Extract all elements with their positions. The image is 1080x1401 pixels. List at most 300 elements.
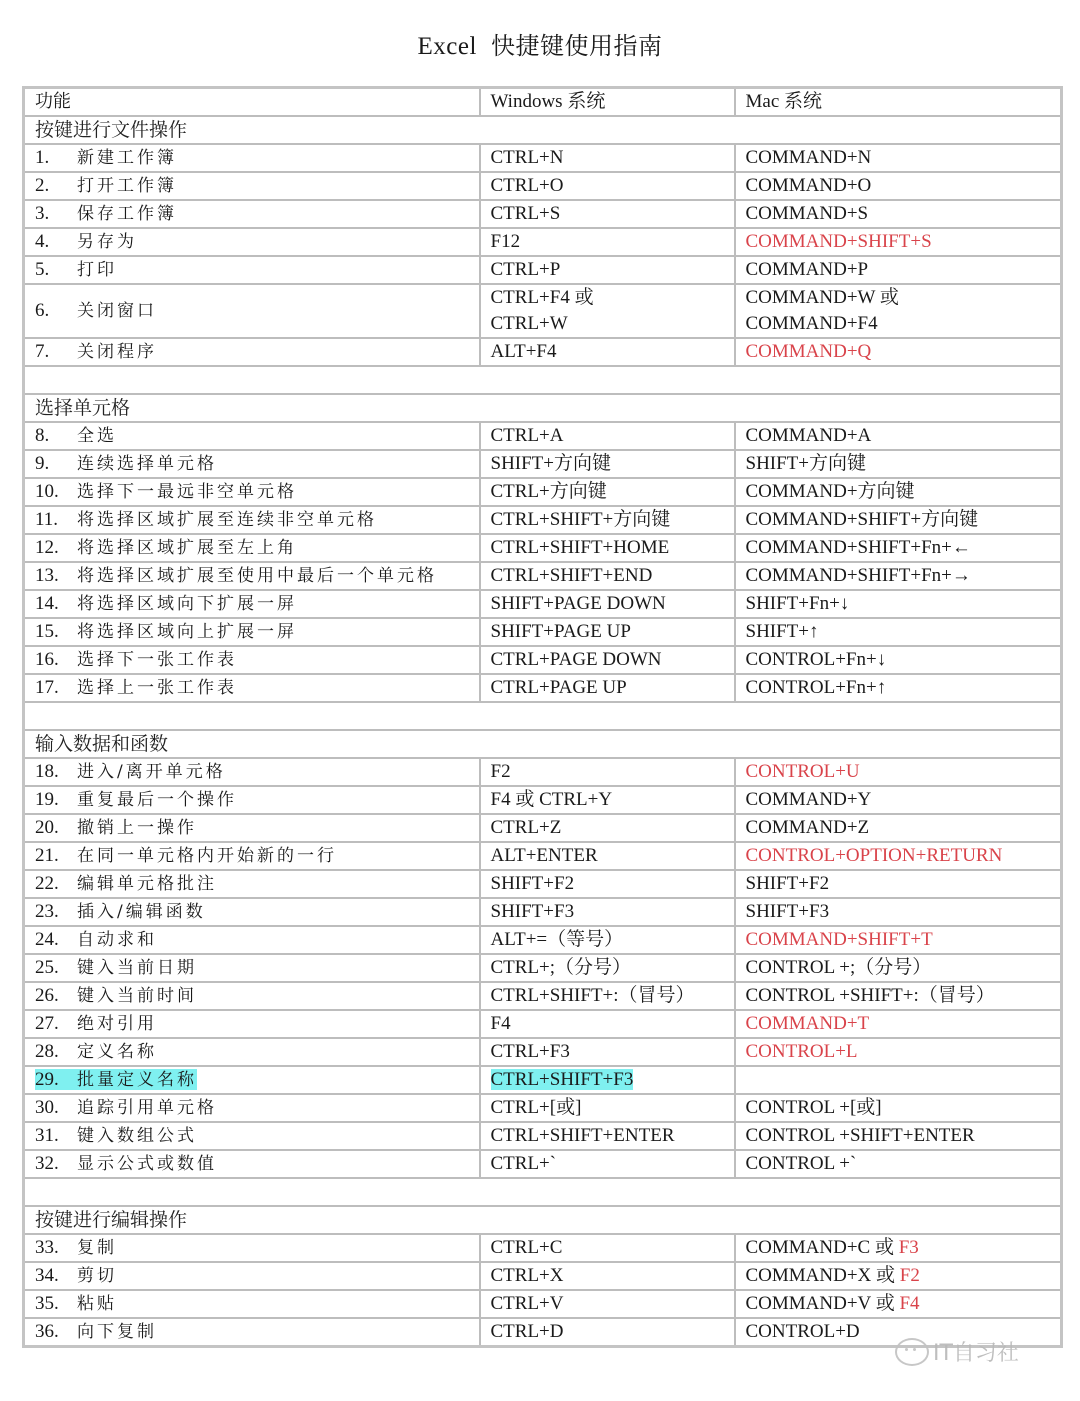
section-title: 按键进行文件操作	[24, 116, 1062, 144]
title-cn: 快捷键使用指南	[490, 32, 663, 60]
function-name: 将选择区域向下扩展一屏	[77, 594, 297, 614]
mac-shortcut: SHIFT+方向键	[745, 453, 867, 474]
table-row	[24, 1066, 1062, 1094]
section-title: 输入数据和函数	[24, 730, 1062, 758]
mac-shortcut: COMMAND+T	[745, 1013, 870, 1034]
function-name: 向下复制	[77, 1322, 157, 1342]
table-row	[24, 674, 1062, 702]
windows-cell	[480, 926, 735, 954]
windows-cell	[480, 1066, 735, 1094]
windows-shortcut: CTRL+SHIFT+HOME	[490, 537, 670, 558]
spacer-cell	[24, 1178, 1062, 1206]
mac-shortcut: SHIFT+↑	[745, 621, 819, 642]
function-label	[35, 873, 217, 894]
table-row	[24, 478, 1062, 506]
windows-cell	[480, 842, 735, 870]
mac-shortcut: CONTROL +SHIFT+:（冒号）	[745, 985, 995, 1006]
row-number: 15.	[35, 621, 59, 642]
windows-cell	[480, 1038, 735, 1066]
windows-shortcut: F4 或 CTRL+Y	[490, 789, 613, 810]
function-label	[35, 1097, 217, 1118]
row-number: 10.	[35, 481, 59, 502]
table-row	[24, 1094, 1062, 1122]
windows-cell	[480, 1262, 735, 1290]
mac-shortcut: CONTROL +`	[745, 1153, 857, 1174]
windows-shortcut: CTRL+SHIFT+:（冒号）	[490, 985, 695, 1006]
function-name: 关闭程序	[77, 342, 157, 362]
mac-cell	[735, 674, 1062, 702]
function-name: 绝对引用	[77, 1014, 157, 1034]
row-number: 4.	[35, 231, 50, 252]
windows-shortcut: CTRL+S	[490, 203, 561, 224]
windows-cell	[480, 590, 735, 618]
mac-shortcut: CONTROL +SHIFT+ENTER	[745, 1125, 975, 1146]
table-row	[24, 534, 1062, 562]
row-number: 20.	[35, 817, 59, 838]
table-row	[24, 982, 1062, 1010]
mac-shortcut: CONTROL+U	[745, 761, 860, 782]
windows-cell	[480, 1010, 735, 1038]
function-name: 连续选择单元格	[77, 454, 217, 474]
mac-cell	[735, 422, 1062, 450]
mac-cell	[735, 814, 1062, 842]
row-number: 7.	[35, 341, 50, 362]
windows-shortcut: SHIFT+PAGE UP	[490, 621, 631, 642]
row-number: 22.	[35, 873, 59, 894]
windows-shortcut-alt: CTRL+W	[490, 313, 568, 334]
table-row	[24, 814, 1062, 842]
function-name: 追踪引用单元格	[77, 1098, 217, 1118]
windows-cell	[480, 646, 735, 674]
windows-cell	[480, 1122, 735, 1150]
mac-cell	[735, 786, 1062, 814]
row-number: 21.	[35, 845, 59, 866]
function-cell	[24, 1094, 480, 1122]
windows-shortcut: CTRL+C	[490, 1237, 563, 1258]
windows-shortcut: CTRL+V	[490, 1293, 564, 1314]
windows-cell	[480, 338, 735, 366]
windows-cell	[480, 228, 735, 256]
row-number: 11.	[35, 509, 59, 530]
windows-cell	[480, 954, 735, 982]
function-cell	[24, 1318, 480, 1347]
windows-cell	[480, 982, 735, 1010]
function-cell	[24, 200, 480, 228]
windows-shortcut: SHIFT+PAGE DOWN	[490, 593, 666, 614]
table-row	[24, 842, 1062, 870]
windows-shortcut: CTRL+P	[490, 259, 561, 280]
windows-cell	[480, 1150, 735, 1178]
function-label	[35, 1265, 117, 1286]
function-name: 编辑单元格批注	[77, 874, 217, 894]
row-number: 18.	[35, 761, 59, 782]
function-label	[35, 1237, 117, 1258]
function-label	[35, 453, 217, 474]
table-row	[24, 1290, 1062, 1318]
mac-shortcut: COMMAND+O	[745, 175, 872, 196]
section-spacer	[24, 702, 1062, 730]
windows-shortcut: CTRL+D	[490, 1321, 564, 1342]
row-number: 12.	[35, 537, 59, 558]
table-row	[24, 284, 1062, 338]
function-name: 将选择区域扩展至使用中最后一个单元格	[77, 566, 437, 586]
mac-shortcut: COMMAND+Q	[745, 341, 872, 362]
windows-cell	[480, 478, 735, 506]
windows-shortcut: CTRL+SHIFT+END	[490, 565, 653, 586]
function-name: 显示公式或数值	[77, 1154, 217, 1174]
function-cell	[24, 284, 480, 338]
row-number: 25.	[35, 957, 59, 978]
windows-cell	[480, 1234, 735, 1262]
row-number: 27.	[35, 1013, 59, 1034]
windows-shortcut: ALT+=（等号）	[490, 929, 624, 950]
function-name: 选择下一最远非空单元格	[77, 482, 297, 502]
row-number: 31.	[35, 1125, 59, 1146]
function-cell	[24, 450, 480, 478]
mac-cell	[735, 228, 1062, 256]
mac-shortcut-alt-key: F2	[899, 1265, 920, 1286]
mac-shortcut: COMMAND+SHIFT+S	[745, 231, 932, 252]
function-cell	[24, 1150, 480, 1178]
function-cell	[24, 982, 480, 1010]
function-name: 另存为	[77, 232, 137, 252]
table-row	[24, 450, 1062, 478]
windows-shortcut: CTRL+PAGE UP	[490, 677, 627, 698]
row-number: 32.	[35, 1153, 59, 1174]
function-label	[35, 789, 237, 810]
mac-cell	[735, 758, 1062, 786]
function-cell	[24, 1066, 480, 1094]
mac-cell	[735, 870, 1062, 898]
windows-cell	[480, 1318, 735, 1347]
mac-shortcut: SHIFT+F2	[745, 873, 830, 894]
function-name: 将选择区域扩展至连续非空单元格	[77, 510, 377, 530]
function-label	[35, 1013, 157, 1034]
function-cell	[24, 926, 480, 954]
row-number: 3.	[35, 203, 50, 224]
section-title: 按键进行编辑操作	[24, 1206, 1062, 1234]
windows-shortcut: CTRL+F4 或	[490, 287, 594, 308]
table-row	[24, 590, 1062, 618]
windows-shortcut: CTRL+;（分号）	[490, 957, 632, 978]
function-cell	[24, 506, 480, 534]
function-label	[35, 175, 177, 196]
table-row	[24, 256, 1062, 284]
function-cell	[24, 172, 480, 200]
mac-cell	[735, 1122, 1062, 1150]
function-cell	[24, 534, 480, 562]
row-number: 26.	[35, 985, 59, 1006]
function-name: 进入/离开单元格	[77, 762, 226, 782]
windows-cell	[480, 870, 735, 898]
mac-shortcut: CONTROL+D	[745, 1321, 860, 1342]
mac-cell	[735, 954, 1062, 982]
function-label	[35, 231, 137, 252]
function-cell	[24, 1010, 480, 1038]
mac-shortcut: COMMAND+C 或	[745, 1237, 899, 1258]
row-number: 28.	[35, 1041, 59, 1062]
mac-cell	[735, 172, 1062, 200]
row-number: 14.	[35, 593, 59, 614]
row-number: 8.	[35, 425, 50, 446]
table-row	[24, 506, 1062, 534]
windows-shortcut: SHIFT+F2	[490, 873, 575, 894]
windows-cell	[480, 814, 735, 842]
table-body	[24, 116, 1062, 1347]
table-row	[24, 898, 1062, 926]
mac-cell	[735, 590, 1062, 618]
mac-cell	[735, 534, 1062, 562]
mac-cell	[735, 1290, 1062, 1318]
spacer-cell	[24, 366, 1062, 394]
function-label	[35, 817, 197, 838]
windows-cell	[480, 898, 735, 926]
row-number: 35.	[35, 1293, 59, 1314]
row-number: 24.	[35, 929, 59, 950]
function-cell	[24, 478, 480, 506]
mac-shortcut-alt-key: F3	[898, 1237, 919, 1258]
column-header-mac: Mac 系统	[735, 88, 1062, 117]
function-name: 在同一单元格内开始新的一行	[77, 846, 337, 866]
table-row	[24, 786, 1062, 814]
windows-cell	[480, 562, 735, 590]
mac-shortcut: COMMAND+Y	[745, 789, 872, 810]
function-name: 重复最后一个操作	[77, 790, 237, 810]
function-name: 打开工作簿	[77, 176, 177, 196]
mac-shortcut: COMMAND+X 或	[745, 1265, 900, 1286]
row-number: 19.	[35, 789, 59, 810]
function-label	[35, 957, 197, 978]
function-name: 插入/编辑函数	[77, 902, 206, 922]
mac-shortcut: COMMAND+SHIFT+Fn+→	[745, 565, 971, 586]
function-name: 自动求和	[77, 930, 157, 950]
spacer-cell	[24, 702, 1062, 730]
function-label	[35, 1041, 157, 1062]
function-name: 将选择区域扩展至左上角	[77, 538, 297, 558]
windows-shortcut: CTRL+`	[490, 1153, 557, 1174]
table-row	[24, 618, 1062, 646]
windows-cell	[480, 1094, 735, 1122]
row-number: 29.	[35, 1069, 59, 1090]
row-number: 13.	[35, 565, 59, 586]
windows-cell	[480, 674, 735, 702]
windows-shortcut: CTRL+SHIFT+ENTER	[490, 1125, 675, 1146]
function-cell	[24, 786, 480, 814]
mac-shortcut: CONTROL+OPTION+RETURN	[745, 845, 1003, 866]
windows-shortcut: SHIFT+方向键	[490, 453, 612, 474]
function-name: 保存工作簿	[77, 204, 177, 224]
function-cell	[24, 870, 480, 898]
table-row	[24, 200, 1062, 228]
section-header-row	[24, 730, 1062, 758]
mac-shortcut: COMMAND+P	[745, 259, 869, 280]
windows-shortcut: F12	[490, 231, 521, 252]
row-number: 6.	[35, 300, 50, 321]
mac-shortcut-alt-key: F4	[899, 1293, 920, 1314]
mac-cell	[735, 450, 1062, 478]
function-cell	[24, 144, 480, 172]
windows-cell	[480, 172, 735, 200]
function-name: 选择下一张工作表	[77, 650, 237, 670]
function-label	[35, 845, 337, 866]
windows-shortcut: CTRL+SHIFT+F3	[490, 1069, 634, 1090]
windows-shortcut: F2	[490, 761, 511, 782]
table-row	[24, 144, 1062, 172]
windows-shortcut: CTRL+SHIFT+方向键	[490, 509, 671, 530]
windows-cell	[480, 284, 735, 338]
table-row	[24, 1122, 1062, 1150]
table-row	[24, 870, 1062, 898]
mac-cell	[735, 842, 1062, 870]
table-row	[24, 172, 1062, 200]
function-cell	[24, 1290, 480, 1318]
function-cell	[24, 842, 480, 870]
mac-cell	[735, 1262, 1062, 1290]
function-label	[35, 1293, 117, 1314]
page-title	[0, 26, 1080, 61]
mac-shortcut: CONTROL+Fn+↑	[745, 677, 887, 698]
mac-shortcut: COMMAND+Z	[745, 817, 870, 838]
windows-shortcut: SHIFT+F3	[490, 901, 575, 922]
windows-shortcut: CTRL+O	[490, 175, 564, 196]
section-title: 选择单元格	[24, 394, 1062, 422]
windows-shortcut: CTRL+[或]	[490, 1097, 582, 1118]
function-cell	[24, 758, 480, 786]
function-label	[35, 565, 437, 586]
section-header-row	[24, 116, 1062, 144]
mac-shortcut: COMMAND+W 或	[745, 287, 899, 308]
mac-shortcut: COMMAND+S	[745, 203, 869, 224]
function-name: 键入当前时间	[77, 986, 197, 1006]
section-spacer	[24, 1178, 1062, 1206]
mac-cell	[735, 926, 1062, 954]
function-name: 新建工作簿	[77, 148, 177, 168]
mac-cell	[735, 1150, 1062, 1178]
mac-shortcut: CONTROL+L	[745, 1041, 858, 1062]
mac-shortcut: SHIFT+Fn+↓	[745, 593, 850, 614]
function-label	[35, 147, 177, 168]
function-label	[35, 300, 157, 321]
function-label	[35, 649, 237, 670]
mac-cell	[735, 982, 1062, 1010]
column-header-function: 功能	[24, 88, 480, 117]
function-label	[35, 621, 297, 642]
row-number: 33.	[35, 1237, 59, 1258]
function-label	[35, 1321, 157, 1342]
windows-cell	[480, 450, 735, 478]
windows-cell	[480, 256, 735, 284]
mac-cell	[735, 618, 1062, 646]
title-latin: Excel	[417, 33, 477, 60]
function-label	[35, 901, 206, 922]
function-name: 键入当前日期	[77, 958, 197, 978]
watermark-text: IT自习社	[933, 1341, 1019, 1366]
section-header-row	[24, 1206, 1062, 1234]
table-row	[24, 646, 1062, 674]
windows-cell	[480, 758, 735, 786]
function-name: 关闭窗口	[77, 301, 157, 321]
function-label	[35, 1153, 217, 1174]
mac-cell	[735, 338, 1062, 366]
mac-shortcut: CONTROL +;（分号）	[745, 957, 932, 978]
row-number: 2.	[35, 175, 50, 196]
windows-shortcut: F4	[490, 1013, 511, 1034]
row-number: 1.	[35, 147, 50, 168]
mac-shortcut: CONTROL+Fn+↓	[745, 649, 887, 670]
function-cell	[24, 1262, 480, 1290]
function-name: 将选择区域向上扩展一屏	[77, 622, 297, 642]
function-name: 键入数组公式	[77, 1126, 197, 1146]
function-cell	[24, 954, 480, 982]
function-name: 剪切	[77, 1266, 117, 1286]
mac-cell	[735, 256, 1062, 284]
function-cell	[24, 1234, 480, 1262]
function-label	[35, 481, 297, 502]
windows-shortcut: CTRL+N	[490, 147, 564, 168]
function-cell	[24, 646, 480, 674]
windows-cell	[480, 618, 735, 646]
table-row	[24, 758, 1062, 786]
table-row	[24, 1150, 1062, 1178]
row-number: 5.	[35, 259, 50, 280]
row-number: 16.	[35, 649, 59, 670]
function-cell	[24, 1038, 480, 1066]
mac-shortcut: COMMAND+方向键	[745, 481, 915, 502]
function-cell	[24, 422, 480, 450]
mac-cell	[735, 562, 1062, 590]
table-row	[24, 562, 1062, 590]
function-name: 复制	[77, 1238, 117, 1258]
windows-cell	[480, 786, 735, 814]
mac-shortcut: COMMAND+SHIFT+方向键	[745, 509, 979, 530]
function-label	[35, 537, 297, 558]
function-cell	[24, 674, 480, 702]
windows-cell	[480, 506, 735, 534]
mac-cell	[735, 506, 1062, 534]
windows-shortcut: CTRL+A	[490, 425, 564, 446]
column-header-windows: Windows 系统	[480, 88, 735, 117]
windows-cell	[480, 1290, 735, 1318]
table-row	[24, 338, 1062, 366]
row-number: 30.	[35, 1097, 59, 1118]
function-cell	[24, 814, 480, 842]
function-name: 批量定义名称	[77, 1070, 197, 1090]
windows-cell	[480, 422, 735, 450]
mac-cell	[735, 284, 1062, 338]
windows-shortcut: CTRL+方向键	[490, 481, 607, 502]
function-cell	[24, 256, 480, 284]
function-label	[35, 1125, 197, 1146]
function-label	[35, 1069, 197, 1090]
table-row	[24, 422, 1062, 450]
function-label	[35, 929, 157, 950]
table-row	[24, 228, 1062, 256]
windows-cell	[480, 200, 735, 228]
mac-cell	[735, 1038, 1062, 1066]
windows-shortcut: CTRL+F3	[490, 1041, 570, 1062]
wechat-icon	[895, 1338, 929, 1366]
mac-shortcut: CONTROL +[或]	[745, 1097, 882, 1118]
section-header-row	[24, 394, 1062, 422]
function-cell	[24, 562, 480, 590]
function-label	[35, 425, 117, 446]
function-cell	[24, 590, 480, 618]
mac-shortcut: COMMAND+SHIFT+Fn+←	[745, 537, 971, 558]
table-row	[24, 1038, 1062, 1066]
header-row	[24, 88, 1062, 117]
mac-cell	[735, 898, 1062, 926]
row-number: 17.	[35, 677, 59, 698]
